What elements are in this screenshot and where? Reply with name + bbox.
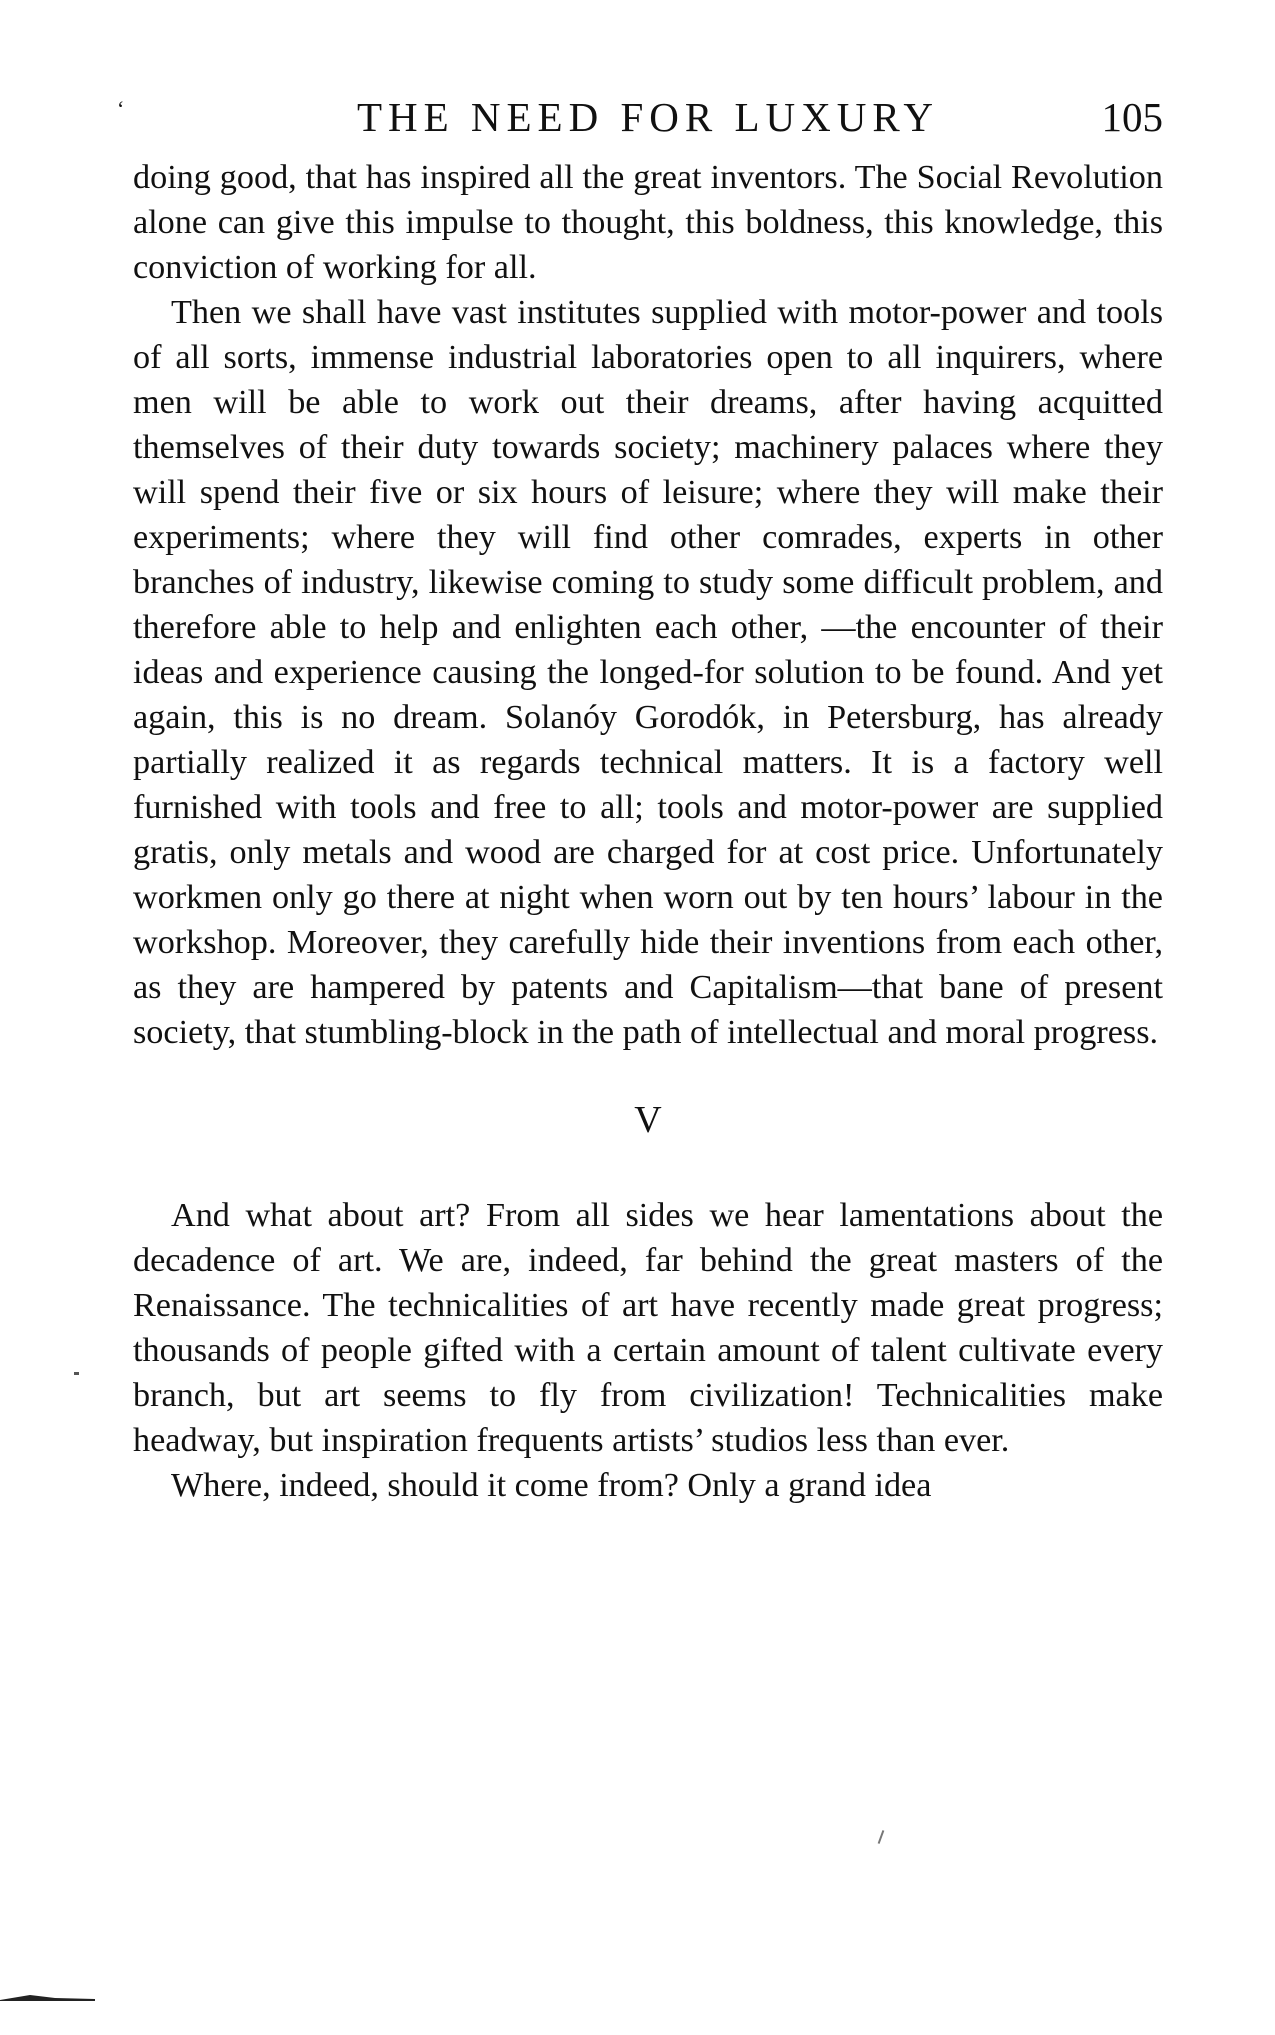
paragraph-continued: doing good, that has inspired all the great inventors. The Social Revolution alone can give this impulse to thought, this boldness, this knowledge, this conviction of working for all. <box>133 159 1163 286</box>
paragraph-art: And what about art? From all sides we hear lamentations about the decadence of art. We are, indeed, far behind the great masters of the Renaissance. The technicalities of art have recently made great progress; thousands of people gifted with a certain amount of talent cultivate every branch, but art seems to fly from civilization! Technicalities make headway, but inspiration frequents artists’ studios less than ever. <box>133 1197 1163 1459</box>
page-mark: ‘ <box>117 96 125 121</box>
paragraph-institutes: Then we shall have vast institutes supplied with motor-power and tools of all sorts, immense industrial laboratories open to all inquirers, where men will be able to work out their dreams, after having acquitted themselves of their duty towards society; machinery palaces where they will spend their five or six hours of leisure; where they will make their experiments; where they will find other comrades, experts in other branches of industry, likewise coming to study some difficult problem, and therefore able to help and enlighten each other, —the encounter of their ideas and experience causing the longed-for solution to be found. And yet again, this is no dream. Solanóy Gorodók, in Petersburg, has already partially realized it as regards technical matters. It is a factory well furnished with tools and free to all; tools and motor-power are supplied gratis, only metals and wood are charged for at cost price. Unfortunately workmen only go there at night when worn out by ten hours’ labour in the workshop. Moreover, they carefully hide their inventions from each other, as they are hampered by patents and Capitalism—that bane of present society, that stumbling-block in the path of intellectual and moral progress. <box>133 294 1163 1051</box>
section-heading-v: V <box>634 1099 662 1141</box>
margin-speck <box>74 1372 79 1375</box>
body-text <box>133 155 1163 1508</box>
margin-tick <box>878 1830 885 1844</box>
page-edge-mark <box>0 1992 95 2002</box>
running-head <box>117 92 1163 142</box>
running-head-title: THE NEED FOR LUXURY <box>356 94 940 140</box>
page-number: 105 <box>1101 94 1163 140</box>
paragraph-where: Where, indeed, should it come from? Only a grand idea <box>171 1467 932 1504</box>
